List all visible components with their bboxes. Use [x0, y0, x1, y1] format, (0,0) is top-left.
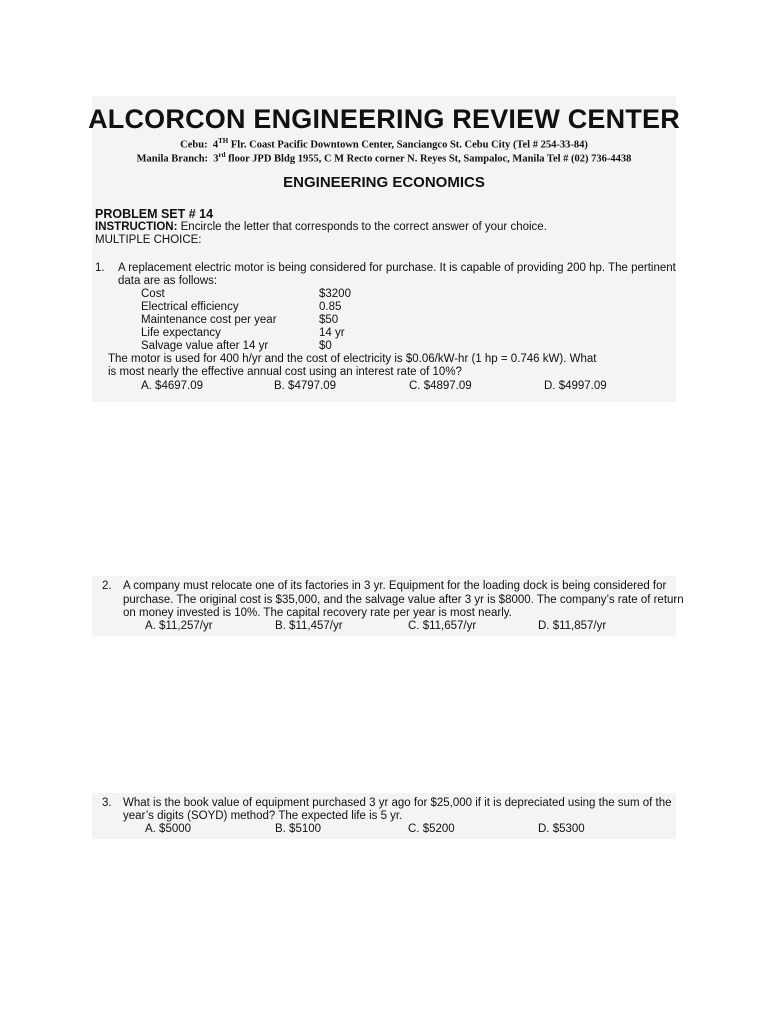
subject-title: ENGINEERING ECONOMICS: [283, 174, 485, 191]
question-3-line-2: year’s digits (SOYD) method? The expected life is 5 yr.: [123, 810, 403, 822]
q1-table-value: $0: [319, 340, 332, 352]
question-1-line-2: data are as follows:: [118, 275, 218, 287]
q3-choice-d[interactable]: D. $5300: [538, 823, 585, 835]
question-2-line-1: A company must relocate one of its factories in 3 yr. Equipment for the loading dock is being considered for: [123, 580, 667, 592]
question-1-line-3: The motor is used for 400 h/yr and the cost of electricity is $0.06/kW-hr (1 hp = 0.746 kW). What: [108, 353, 597, 365]
page-title: ALCORCON ENGINEERING REVIEW CENTER: [88, 104, 680, 134]
problem-set-title: PROBLEM SET # 14: [95, 207, 214, 221]
address-cebu: [0, 137, 768, 151]
instruction-label: INSTRUCTION:: [95, 221, 178, 233]
q1-table-label: Maintenance cost per year: [141, 314, 277, 326]
q1-choice-b[interactable]: B. $4797.09: [274, 380, 337, 392]
question-2-line-3: on money invested is 10%. The capital recovery rate per year is most nearly.: [123, 607, 512, 619]
cebu-address: Flr. Coast Pacific Downtown Center, Sanciangco St. Cebu City (Tel # 254-33-84): [230, 139, 588, 151]
q1-table-value: $3200: [319, 288, 351, 300]
q3-choice-a[interactable]: A. $5000: [145, 823, 192, 835]
question-1-line-4: is most nearly the effective annual cost using an interest rate of 10%?: [108, 366, 462, 378]
cebu-label: Cebu:: [180, 139, 208, 151]
q2-choice-a[interactable]: A. $11,257/yr: [145, 620, 213, 632]
question-1-number: 1.: [95, 262, 105, 274]
q1-table-label: Electrical efficiency: [141, 301, 239, 313]
manila-floor-sup: rd: [218, 151, 226, 159]
question-1-line-1: A replacement electric motor is being considered for purchase. It is capable of providing 200 hp. The pertinent: [118, 262, 676, 274]
question-3-line-1: What is the book value of equipment purchased 3 yr ago for $25,000 if it is depreciated using the sum of the: [123, 797, 672, 809]
cebu-floor: 4: [212, 139, 219, 151]
q2-choice-b[interactable]: B. $11,457/yr: [275, 620, 343, 632]
q3-choice-b[interactable]: B. $5100: [275, 823, 322, 835]
instruction-text: Encircle the letter that corresponds to the correct answer of your choice.: [180, 221, 547, 233]
instruction: [95, 221, 547, 233]
manila-floor: 3: [213, 153, 219, 165]
q1-table-label: Life expectancy: [141, 327, 221, 339]
address-manila: [0, 151, 768, 165]
question-2-number: 2.: [102, 580, 112, 592]
q3-choice-c[interactable]: C. $5200: [408, 823, 455, 835]
question-2-line-2: purchase. The original cost is $35,000, and the salvage value after 3 yr is $8000. The company’s rate of return: [123, 594, 684, 606]
q1-choice-d[interactable]: D. $4997.09: [544, 380, 607, 392]
question-3-number: 3.: [102, 797, 112, 809]
q1-table-value: $50: [319, 314, 339, 326]
manila-label: Manila Branch:: [136, 153, 209, 165]
q1-table-label: Salvage value after 14 yr: [141, 340, 269, 352]
manila-address: floor JPD Bldg 1955, C M Recto corner N. Reyes St, Sampaloc, Manila Tel # (02) 736-4438: [228, 153, 632, 165]
q2-choice-d[interactable]: D. $11,857/yr: [538, 620, 607, 632]
q1-table-label: Cost: [141, 288, 165, 300]
q1-choice-a[interactable]: A. $4697.09: [141, 380, 204, 392]
cebu-floor-sup: TH: [218, 137, 229, 145]
q2-choice-c[interactable]: C. $11,657/yr: [408, 620, 477, 632]
q1-table-value: 14 yr: [319, 327, 345, 339]
question-type: MULTIPLE CHOICE:: [95, 234, 202, 246]
q1-choice-c[interactable]: C. $4897.09: [409, 380, 472, 392]
q1-table-value: 0.85: [319, 301, 342, 313]
